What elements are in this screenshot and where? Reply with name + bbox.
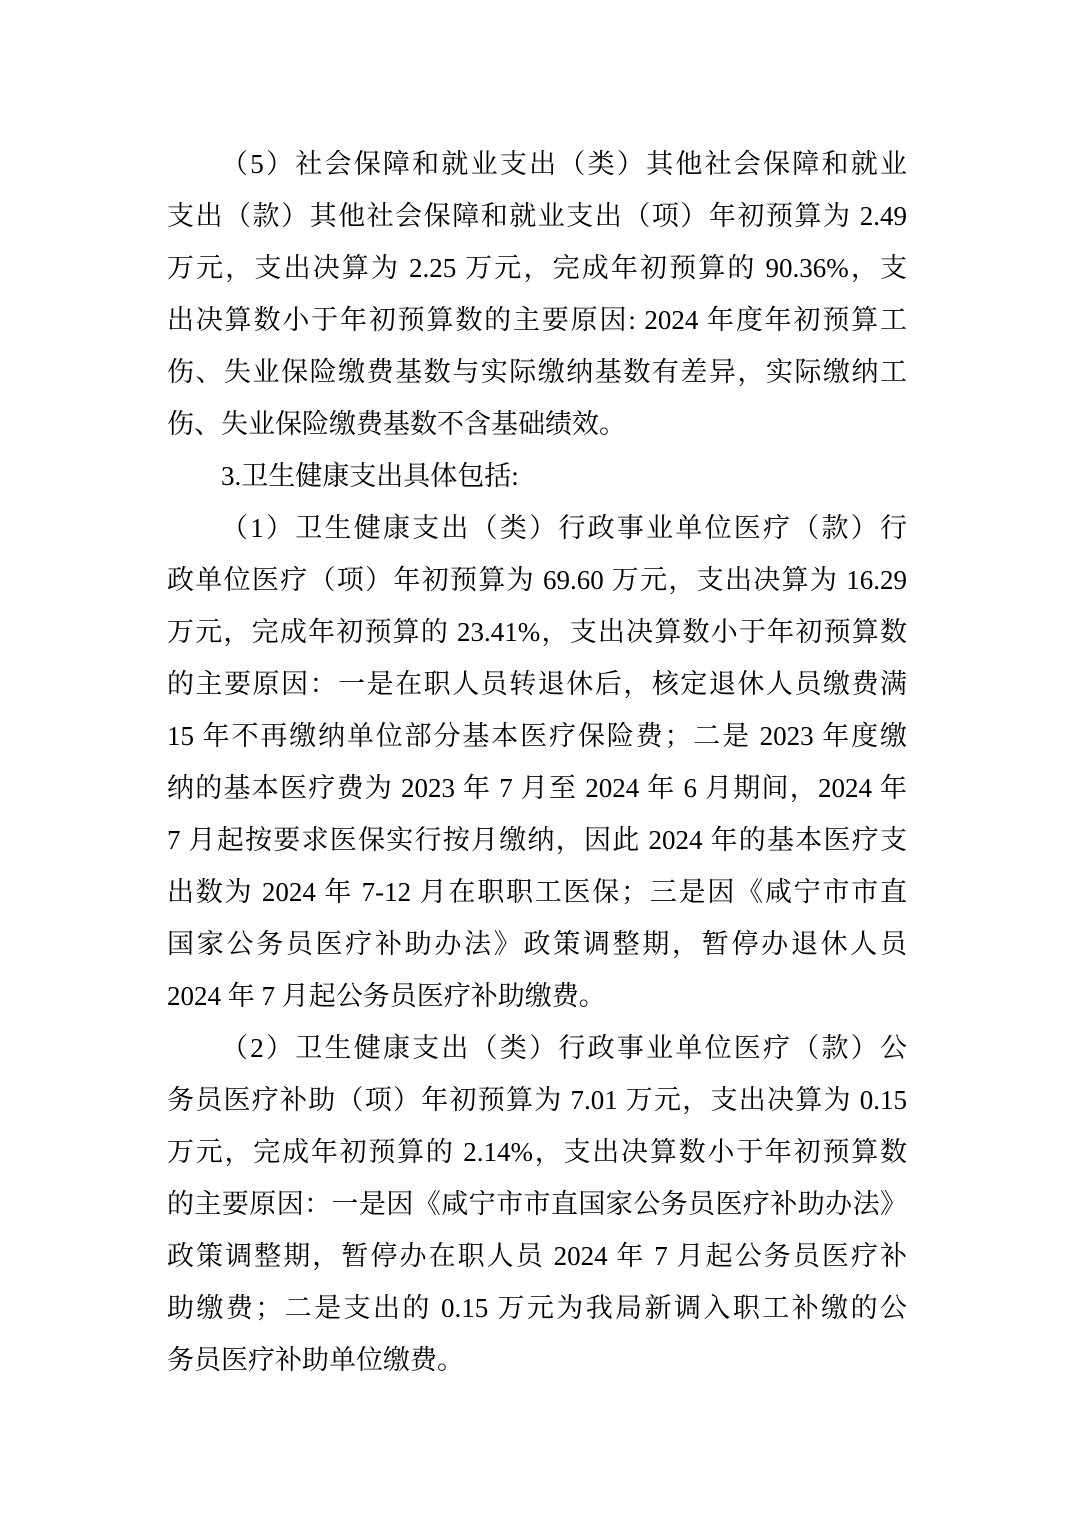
document-body — [167, 138, 907, 1386]
text-line: 政策调整期，暂停办在职人员 2024 年 7 月起公务员医疗补 — [167, 1241, 907, 1271]
text-line: （2）卫生健康支出（类）行政事业单位医疗（款）公 — [221, 1033, 907, 1063]
para-heading-health-expenditure — [167, 450, 907, 502]
text-line: 务员医疗补助（项）年初预算为 7.01 万元，支出决算为 0.15 — [167, 1085, 907, 1115]
text-line: 的主要原因：一是在职人员转退休后，核定退休人员缴费满 — [167, 669, 907, 699]
text-line: 3.卫生健康支出具体包括: — [221, 461, 519, 491]
text-line: 万元，支出决算为 2.25 万元，完成年初预算的 90.36%，支 — [167, 253, 907, 283]
text-line: 政单位医疗（项）年初预算为 69.60 万元，支出决算为 16.29 — [167, 565, 907, 595]
para-item2-civil-servant-medical-subsidy — [167, 1022, 907, 1386]
text-line: 出数为 2024 年 7-12 月在职职工医保；三是因《咸宁市市直 — [167, 877, 907, 907]
para-item5-social-security-employment — [167, 138, 907, 450]
text-line: （1）卫生健康支出（类）行政事业单位医疗（款）行 — [221, 513, 907, 543]
text-line: 出决算数小于年初预算数的主要原因: 2024 年度年初预算工 — [167, 305, 907, 335]
text-line: 7 月起按要求医保实行按月缴纳，因此 2024 年的基本医疗支 — [167, 825, 907, 855]
text-line: 的主要原因：一是因《咸宁市市直国家公务员医疗补助办法》 — [167, 1189, 907, 1219]
text-line: 国家公务员医疗补助办法》政策调整期，暂停办退休人员 — [167, 929, 907, 959]
text-line: 支出（款）其他社会保障和就业支出（项）年初预算为 2.49 — [167, 201, 907, 231]
text-line: 万元，完成年初预算的 2.14%，支出决算数小于年初预算数 — [167, 1137, 907, 1167]
text-line: 伤、失业保险缴费基数不含基础绩效。 — [167, 409, 626, 439]
text-line: 万元，完成年初预算的 23.41%，支出决算数小于年初预算数 — [167, 617, 907, 647]
para-item1-admin-unit-medical — [167, 502, 907, 1022]
text-line: （5）社会保障和就业支出（类）其他社会保障和就业 — [221, 149, 907, 179]
text-line: 纳的基本医疗费为 2023 年 7 月至 2024 年 6 月期间，2024 年 — [167, 773, 907, 803]
text-line: 务员医疗补助单位缴费。 — [167, 1345, 464, 1375]
text-line: 伤、失业保险缴费基数与实际缴纳基数有差异，实际缴纳工 — [167, 357, 907, 387]
text-line: 助缴费；二是支出的 0.15 万元为我局新调入职工补缴的公 — [167, 1293, 907, 1323]
text-line: 15 年不再缴纳单位部分基本医疗保险费；二是 2023 年度缴 — [167, 721, 907, 751]
text-line: 2024 年 7 月起公务员医疗补助缴费。 — [167, 981, 606, 1011]
